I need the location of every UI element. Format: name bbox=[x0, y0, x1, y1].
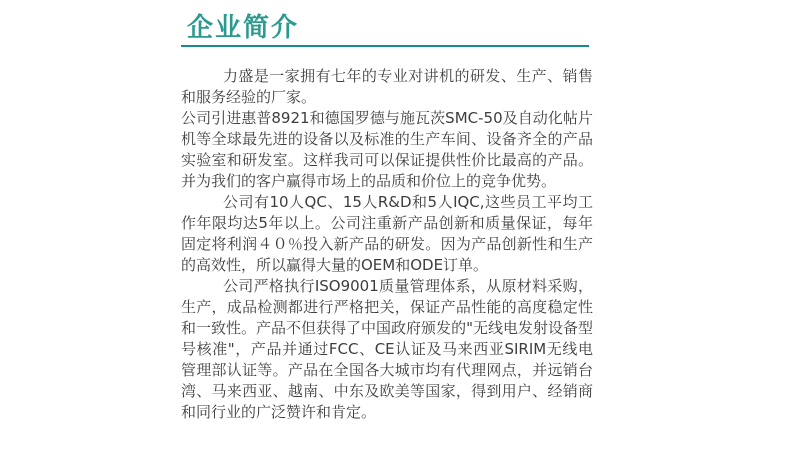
page-title: 企业简介 bbox=[187, 13, 300, 43]
paragraph-staff-rnd: 公司有10人QC、15人R&D和5人IQC,这些员工平均工作年限均达5年以上。公司注重新产品创新和质量保证，每年固定将利润４０％投入新产品的研发。因为产品创新性和生产的高效性，所以赢得大量的OEM和ODE订单。 bbox=[181, 193, 593, 274]
profile-body-text bbox=[181, 66, 593, 423]
title-underline bbox=[181, 45, 589, 47]
paragraph-company-overview: 力盛是一家拥有七年的专业对讲机的研发、生产、销售和服务经验的厂家。 bbox=[181, 67, 593, 106]
paragraph-equipment: 公司引进惠普8921和德国罗德与施瓦茨SMC-50及自动化帖片机等全球最先进的设备以及标准的生产车间、设备齐全的产品实验室和研发室。这样我司可以保证提供性价比最高的产品。并为我们的客户赢得市场上的品质和价位上的竞争优势。 bbox=[181, 109, 593, 190]
content-column bbox=[181, 13, 593, 423]
paragraph-quality-certifications: 公司严格执行ISO9001质量管理体系，从原材料采购，生产，成品检测都进行严格把关，保证产品性能的高度稳定性和一致性。产品不但获得了中国政府颁发的"无线电发射设备型号核准"，产品并通过FCC、CE认证及马来西亚SIRIM无线电管理部认证等。产品在全国各大城市均有代理网点，并远销台湾、马来西亚、越南、中东及欧美等国家，得到用户、经销商和同行业的广泛赞许和肯定。 bbox=[181, 277, 593, 421]
